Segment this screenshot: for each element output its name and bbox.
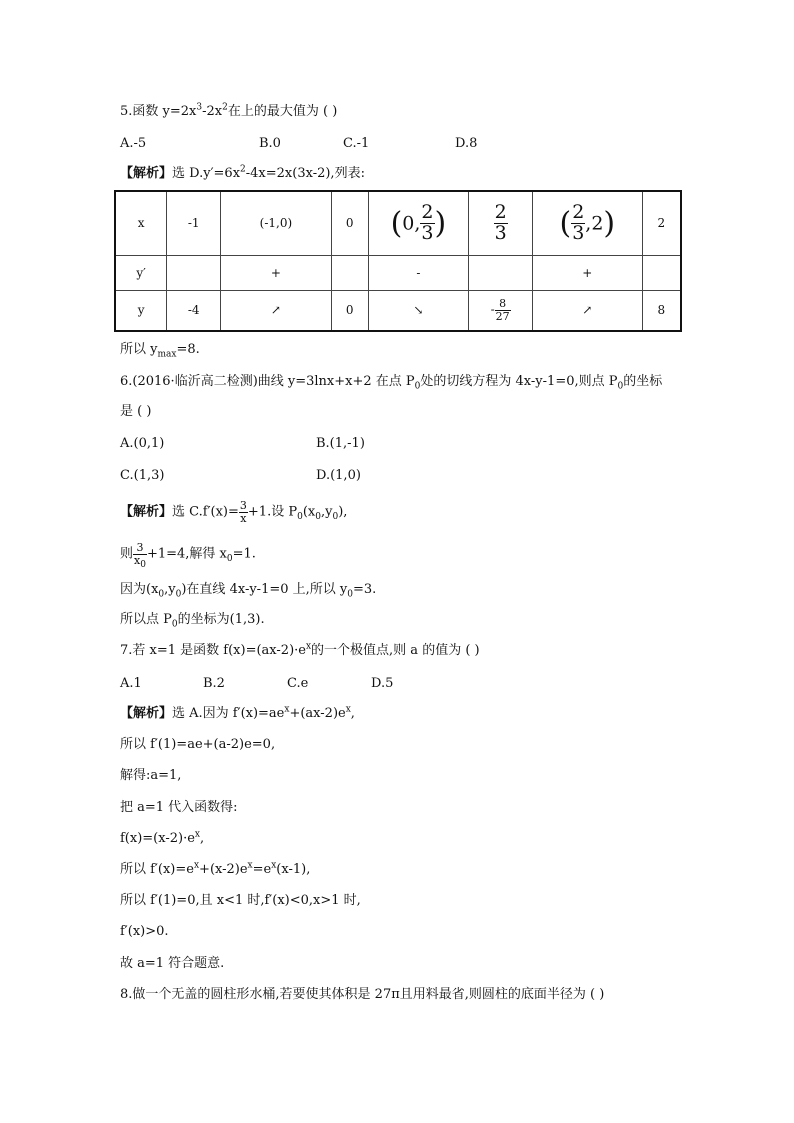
table-row-x	[115, 191, 681, 255]
q5-option-d: D.8	[455, 136, 478, 151]
q5-conclusion: 所以 $y_{max}=8$.	[120, 342, 200, 360]
q7-solution-line4: 把 a=1 代入函数得:	[120, 800, 238, 815]
table-cell	[331, 255, 368, 290]
q7-option-d: D.5	[371, 676, 394, 691]
q5-option-a: A.-5	[120, 136, 147, 151]
table-cell: 8	[642, 290, 681, 331]
q6-option-d: D.(1,0)	[316, 468, 361, 483]
table-header-yprime: y′	[115, 255, 167, 290]
table-cell: (-1,0)	[221, 191, 332, 255]
table-row-y	[115, 290, 681, 331]
q6-solution-line1: 【解析】选 C.f′(x)= $\frac{3}{x}$ +1.设 $P_0(x_0,y_0)$,	[120, 499, 348, 525]
q5-option-b: B.0	[259, 136, 281, 151]
q7-solution-line9: 故 a=1 符合题意.	[120, 956, 225, 971]
table-cell	[469, 255, 533, 290]
q7-solution-line5: $f(x)=(x-2)\cdot e^x$,	[120, 829, 205, 846]
solution-tag: 【解析】	[120, 166, 173, 181]
q8-stem: 8.做一个无盖的圆柱形水桶,若要使其体积是 27π且用料最省,则圆柱的底面半径为 ( )	[120, 987, 605, 1002]
q7-stem: 7.若 x=1 是函数 $f(x)=(ax-2)\cdot e^x$的一个极值点,则 a 的值为 ( )	[120, 641, 480, 658]
q6-stem-line1: 6.(2016·临沂高二检测)曲线 y=3lnx+x+2 在点 $P_0$处的切线方程为 4x-y-1=0,则点 $P_0$的坐标	[120, 374, 663, 392]
increase-arrow-icon: ↗	[221, 290, 332, 331]
table-row-yprime	[115, 255, 681, 290]
table-header-y: y	[115, 290, 167, 331]
q6-option-b: B.(1,-1)	[316, 436, 365, 451]
q5-stem: 5.函数 $y=2x^3-2x^2$在上的最大值为 ( )	[120, 102, 338, 119]
solution-tag: 【解析】	[120, 504, 173, 520]
q7-solution-line8: f′(x)>0.	[120, 924, 169, 939]
q6-option-a: A.(0,1)	[120, 436, 165, 451]
table-cell: -	[368, 255, 469, 290]
table-cell: -1	[167, 191, 221, 255]
decrease-arrow-icon: ↘	[368, 290, 469, 331]
q7-option-a: A.1	[120, 676, 142, 691]
table-cell-interval: ( $\frac{2}{3}$ ,2)	[533, 191, 643, 255]
table-cell: 0	[331, 290, 368, 331]
q7-option-b: B.2	[203, 676, 225, 691]
table-cell	[642, 255, 681, 290]
q7-solution-line7: 所以 f′(1)=0,且 x<1 时,f′(x)<0,x>1 时,	[120, 893, 361, 908]
increase-arrow-icon: ↗	[533, 290, 643, 331]
q7-solution-line2: 所以 f′(1)=ae+(a-2)e=0,	[120, 737, 276, 752]
q7-solution-line6: 所以 $f'(x)=e^x+(x-2)e^x=e^x(x-1)$,	[120, 860, 311, 877]
q7-option-c: C.e	[287, 676, 309, 691]
table-cell: 0	[331, 191, 368, 255]
table-cell-fraction: - $\frac{8}{27}$	[469, 290, 533, 331]
table-cell-interval: (0, $\frac{2}{3}$ )	[368, 191, 469, 255]
solution-tag: 【解析】	[120, 706, 173, 721]
table-cell	[167, 255, 221, 290]
q6-stem-line2: 是 ( )	[120, 404, 152, 419]
q7-solution-line1: 【解析】选 A.因为 $f'(x)=ae^x+(ax-2)e^x$,	[120, 704, 355, 721]
variation-table	[114, 190, 682, 332]
table-cell: -4	[167, 290, 221, 331]
q5-option-c: C.-1	[343, 136, 370, 151]
q6-solution-line3: 因为$(x_0,y_0)$在直线 4x-y-1=0 上,所以 $y_0=3$.	[120, 582, 377, 600]
table-cell: 2	[642, 191, 681, 255]
q6-option-c: C.(1,3)	[120, 468, 165, 483]
q6-solution-line2: 则 $\frac{3}{x_0}$ +1=4,解得 $x_0=1$.	[120, 541, 256, 570]
table-cell-fraction: $\frac{2}{3}$	[469, 191, 533, 255]
q5-solution: 【解析】选 $D.y'=6x^2-4x=2x(3x-2)$,列表:	[120, 164, 365, 181]
q7-solution-line3: 解得:a=1,	[120, 768, 182, 783]
q6-solution-line4: 所以点 $P_0$的坐标为(1,3).	[120, 612, 265, 630]
table-cell: +	[533, 255, 643, 290]
table-header-x: x	[115, 191, 167, 255]
table-cell: +	[221, 255, 332, 290]
